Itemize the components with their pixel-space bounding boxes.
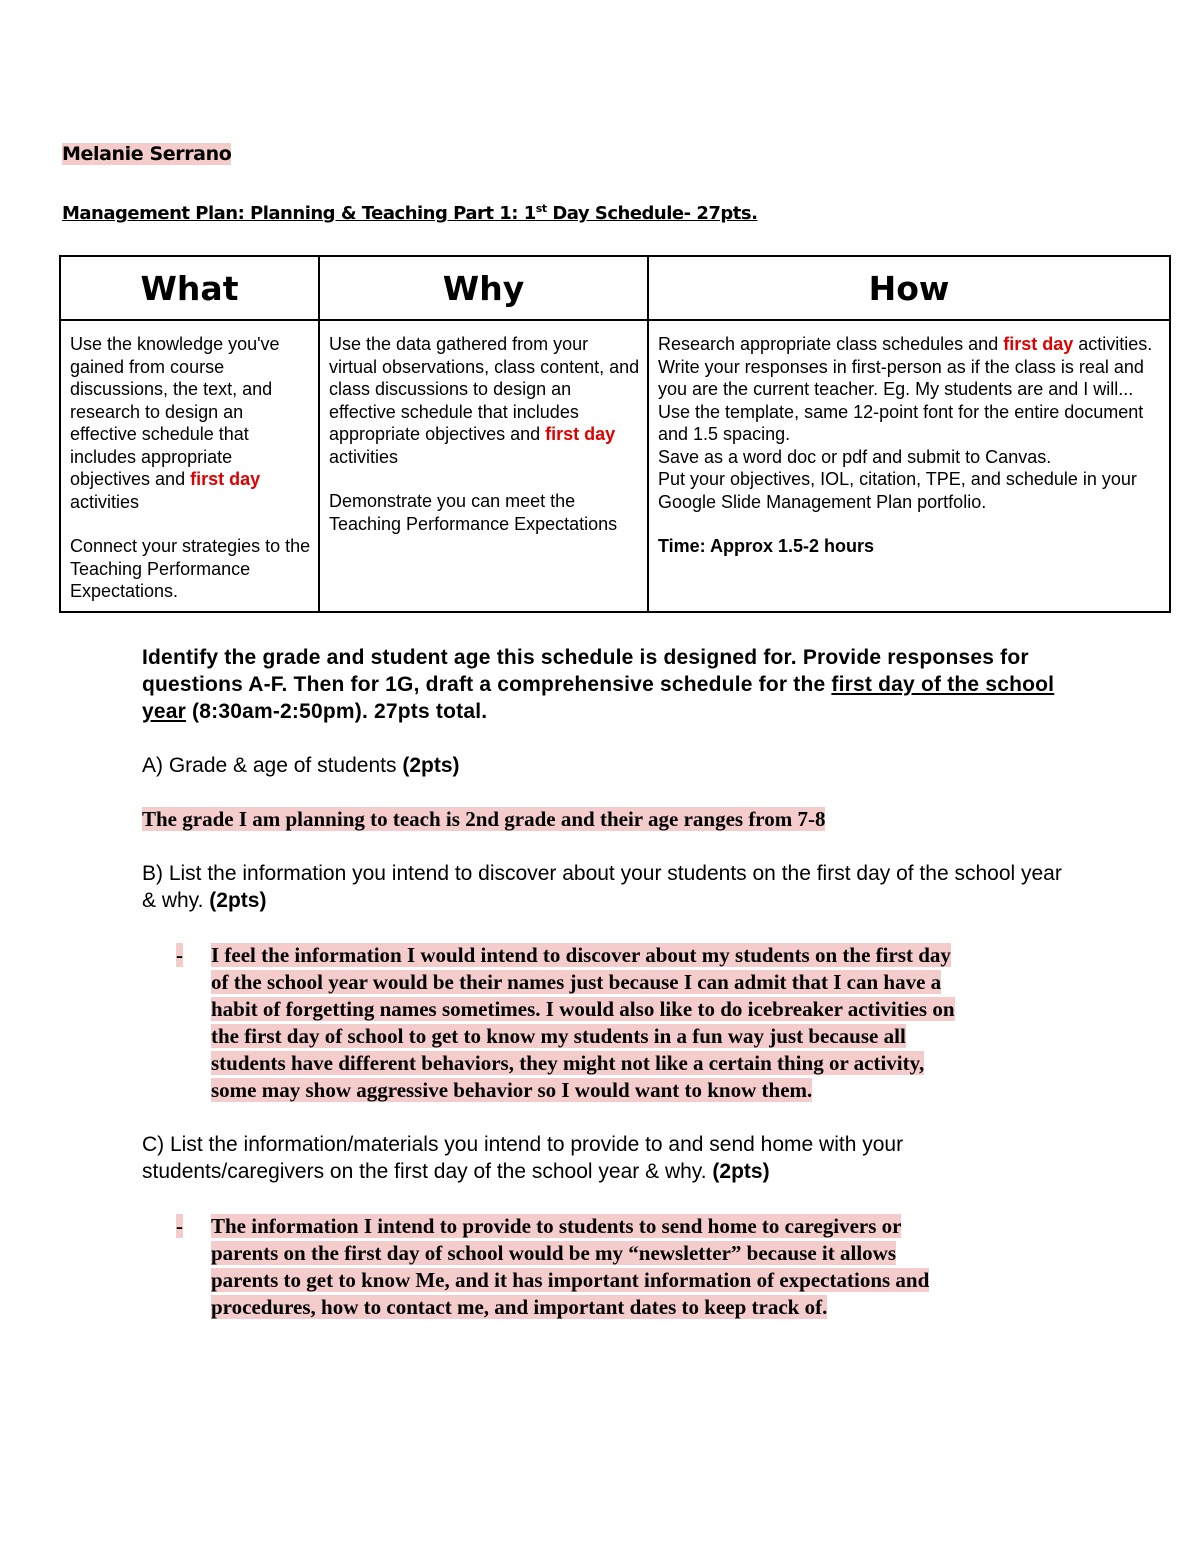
answer-a: [142, 806, 825, 833]
what-paragraph-2: Connect your strategies to the Teaching Performance Expectations.: [70, 536, 311, 601]
question-c: [142, 1131, 1072, 1185]
instructions: [142, 644, 1072, 725]
what-why-how-table: [59, 255, 1171, 613]
what-cell: [60, 320, 319, 612]
answer-c: [211, 1213, 1061, 1321]
answer-line: parents on the first day of school would be my “newsletter” because it allows: [211, 1241, 897, 1265]
question-b-text: B) List the information you intend to discover about your students on the first day of the school year & why.: [142, 862, 1062, 912]
why-paragraph-1: [329, 333, 641, 468]
how-line-2: Write your responses in first-person as if the class is real and you are the current teacher. Eg. My students are and I will...: [658, 356, 1144, 399]
header-how: How: [648, 256, 1170, 320]
how-line-4: Save as a word doc or pdf and submit to Canvas.: [658, 446, 1052, 467]
what-text: Use the knowledge you've gained from course discussions, the text, and research to design an effective schedule that includes appropriate objectives and: [70, 334, 280, 489]
question-a-text: A) Grade & age of students: [142, 754, 403, 777]
answer-line: of the school year would be their names just because I can admit that I can have a: [211, 970, 942, 994]
header-what: What: [60, 256, 319, 320]
answer-line: I feel the information I would intend to discover about my students on the first day: [211, 943, 951, 967]
instructions-text-end: (8:30am-2:50pm). 27pts total.: [186, 700, 488, 723]
instructions-text: Identify the grade and student age this schedule is designed for. Provide responses for questions A-F. Then for 1G, draft a comprehensive schedule for the: [142, 646, 1029, 696]
question-c-points: (2pts): [706, 1160, 770, 1183]
answer-a-text: The grade I am planning to teach is 2nd grade and their age ranges from 7-8: [142, 807, 826, 831]
answer-line: students have different behaviors, they might not like a certain thing or activity,: [211, 1051, 925, 1075]
why-text-end: activities: [329, 446, 399, 467]
question-a: [142, 752, 1072, 779]
title-main: Management Plan: Planning & Teaching Part 1: 1: [62, 203, 536, 224]
how-text: Research appropriate class schedules and: [658, 334, 1004, 354]
answer-line: procedures, how to contact me, and important dates to keep track of.: [211, 1295, 828, 1319]
why-cell: [319, 320, 648, 612]
answer-line: habit of forgetting names sometimes. I would also like to do icebreaker activities on: [211, 997, 955, 1021]
question-b: [142, 860, 1072, 914]
answer-line: parents to get to know Me, and it has important information of expectations and: [211, 1268, 930, 1292]
title-superscript: st: [535, 202, 547, 215]
how-line-1: [658, 333, 1163, 356]
first-day-emphasis: first day: [1003, 334, 1074, 354]
instructions-underlined: first day of the school year: [142, 673, 1055, 723]
answer-b-bullet: [176, 942, 183, 969]
bullet-dash: -: [176, 1214, 183, 1238]
what-paragraph-1: [70, 333, 312, 513]
answer-line: some may show aggressive behavior so I would want to know them.: [211, 1078, 813, 1102]
why-paragraph-2: Demonstrate you can meet the Teaching Performance Expectations: [329, 491, 618, 534]
question-a-points: (2pts): [402, 754, 460, 777]
answer-line: the first day of school to get to know my students in a fun way just because all: [211, 1024, 906, 1048]
how-line-5: Put your objectives, IOL, citation, TPE, and schedule in your Google Slide Management Plan portfolio.: [658, 469, 1137, 512]
assignment-title: [62, 202, 757, 224]
how-line-3: Use the template, same 12-point font for the entire document and 1.5 spacing.: [658, 401, 1144, 444]
how-text-end: activities.: [1073, 334, 1153, 354]
first-day-emphasis: first day: [545, 424, 616, 444]
why-text: Use the data gathered from your virtual observations, class content, and class discussions to design an effective schedule that includes appropriate objectives and: [329, 334, 640, 444]
answer-b: [211, 942, 1061, 1104]
what-text-end: activities: [70, 491, 140, 512]
question-c-text: C) List the information/materials you intend to provide to and send home with your students/caregivers on the first day of the school year & why.: [142, 1133, 904, 1183]
answer-c-bullet: [176, 1213, 183, 1240]
student-name: Melanie Serrano: [62, 143, 232, 165]
header-why: Why: [319, 256, 648, 320]
answer-line: The information I intend to provide to students to send home to caregivers or: [211, 1214, 902, 1238]
title-end: Day Schedule- 27pts.: [546, 203, 758, 224]
first-day-emphasis: first day: [190, 469, 261, 489]
question-b-points: (2pts): [209, 889, 267, 912]
how-cell: [648, 320, 1170, 612]
time-estimate: Time: Approx 1.5-2 hours: [658, 536, 875, 556]
bullet-dash: -: [176, 943, 183, 967]
